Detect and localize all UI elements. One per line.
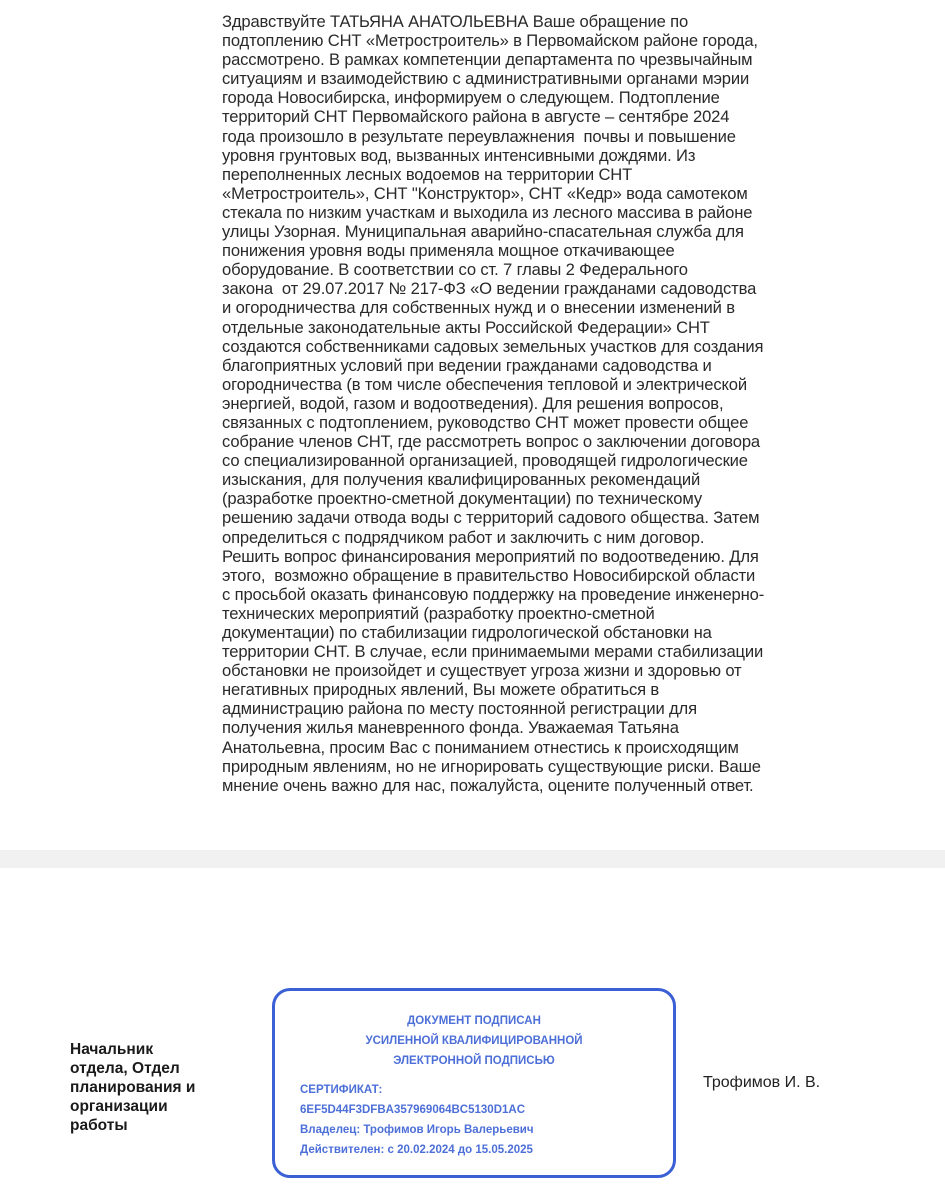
letter-line: года произошло в результате переувлажнения почвы и повышение — [222, 126, 736, 146]
letter-line: собрание членов СНТ, где рассмотреть вопрос о заключении договора — [222, 432, 760, 452]
letter-line: отдельные законодательные акты Российской Федерации» СНТ — [222, 317, 710, 337]
position-line: организации — [70, 1098, 168, 1115]
letter-line: со специализированной организацией, проводящей гидрологические — [222, 451, 748, 471]
letter-line: переполненных лесных водоемов на территории СНТ — [222, 164, 633, 184]
letter-line: получения жилья маневренного фонда. Уважаемая Татьяна — [222, 718, 679, 738]
letter-line: огородничества (в том числе обеспечения тепловой и электрической — [222, 374, 747, 394]
position-line: планирования и — [70, 1079, 196, 1096]
letter-line: улицы Узорная. Муниципальная аварийно-спасательная служба для — [222, 222, 744, 242]
letter-line: рассмотрено. В рамках компетенции департамента по чрезвычайным — [222, 50, 753, 70]
letter-line: закона от 29.07.2017 № 217-ФЗ «О ведении гражданами садоводства — [222, 279, 757, 299]
letter-line: территории СНТ. В случае, если принимаемыми мерами стабилизации — [222, 642, 764, 662]
letter-line: обстановки не произойдет и существует угроза жизни и здоровью от — [222, 661, 742, 681]
letter-line: и огородничества для собственных нужд и о внесении изменений в — [222, 298, 735, 318]
letter-line: этого, возможно обращение в правительство Новосибирской области — [222, 565, 756, 585]
letter-line: ситуациям и взаимодействию с административными органами мэрии — [222, 69, 750, 89]
position-line: работы — [70, 1117, 128, 1134]
letter-line: понижения уровня воды применяла мощное откачивающее — [222, 241, 675, 261]
certificate-label: СЕРТИФИКАТ: — [300, 1084, 383, 1096]
stamp-details — [300, 1080, 534, 1160]
letter-line: мнение очень важно для нас, пожалуйста, оцените полученный ответ. — [222, 775, 754, 795]
page-break — [0, 850, 945, 868]
letter-line: благоприятных условий при ведении гражданами садоводства и — [222, 355, 712, 375]
letter-line: администрацию района по месту постоянной регистрации для — [222, 699, 697, 719]
position-line: Начальник — [70, 1041, 154, 1058]
letter-line: Здравствуйте ТАТЬЯНА АНАТОЛЬЕВНА Ваше обращение по — [222, 12, 689, 31]
letter-body — [222, 12, 764, 795]
letter-line: негативных природных явлений, Вы можете обратиться в — [222, 680, 660, 700]
certificate-id: 6EF5D44F3DFBA357969064BC5130D1AC — [300, 1104, 526, 1116]
letter-line: связанных с подтоплением, руководство СНТ может провести общее — [222, 412, 749, 432]
letter-line: технических мероприятий (разработку проектно-сметной — [222, 603, 655, 623]
certificate-owner: Владелец: Трофимов Игорь Валерьевич — [300, 1124, 534, 1136]
letter-line: энергией, водой, газом и водоотведения). Для решения вопросов, — [222, 393, 724, 413]
certificate-validity: Действителен: с 20.02.2024 до 15.05.2025 — [300, 1144, 533, 1156]
position-line: отдела, Отдел — [70, 1060, 180, 1077]
letter-line: подтоплению СНТ «Метростроитель» в Первомайском районе города, — [222, 31, 758, 51]
letter-line: Анатольевна, просим Вас с пониманием отнестись к происходящим — [222, 737, 739, 757]
stamp-heading — [275, 1011, 673, 1071]
letter-line: оборудование. В соответствии со ст. 7 главы 2 Федерального — [222, 260, 688, 280]
letter-line: решению задачи отвода воды с территорий садового общества. Затем — [222, 508, 760, 528]
letter-line: изыскания, для получения квалифицированных рекомендаций — [222, 470, 701, 490]
letter-line: природным явлениям, но не игнорировать существующие риски. Ваше — [222, 756, 761, 776]
letter-line: Решить вопрос финансирования мероприятий по водоотведению. Для — [222, 546, 759, 566]
stamp-heading-line: ДОКУМЕНТ ПОДПИСАН — [407, 1015, 541, 1027]
signer-name: Трофимов И. В. — [703, 1074, 821, 1091]
letter-line: города Новосибирска, информируем о следующем. Подтопление — [222, 88, 720, 108]
letter-line: стекала по низким участкам и выходила из лесного массива в районе — [222, 202, 753, 222]
letter-line: документации) по стабилизации гидрологической обстановки на — [222, 623, 712, 642]
letter-line: с просьбой оказать финансовую поддержку на проведение инженерно- — [222, 584, 765, 604]
stamp-heading-line: ЭЛЕКТРОННОЙ ПОДПИСЬЮ — [393, 1055, 555, 1067]
stamp-heading-line: УСИЛЕННОЙ КВАЛИФИЦИРОВАННОЙ — [365, 1035, 583, 1047]
letter-line: территорий СНТ Первомайского района в августе – сентябре 2024 — [222, 107, 730, 127]
signatory-position — [70, 1040, 195, 1135]
letter-line: (разработке проектно-сметной документации) по техническому — [222, 489, 702, 509]
letter-line: создаются собственниками садовых земельных участков для создания — [222, 336, 764, 356]
letter-line: определиться с подрядчиком работ и заключить с ним договор. — [222, 527, 705, 547]
letter-line: уровня грунтовых вод, вызванных интенсивными дождями. Из — [222, 145, 696, 165]
electronic-signature-stamp — [272, 988, 676, 1178]
letter-line: «Метростроитель», СНТ "Конструктор», СНТ «Кедр» вода самотеком — [222, 183, 748, 203]
